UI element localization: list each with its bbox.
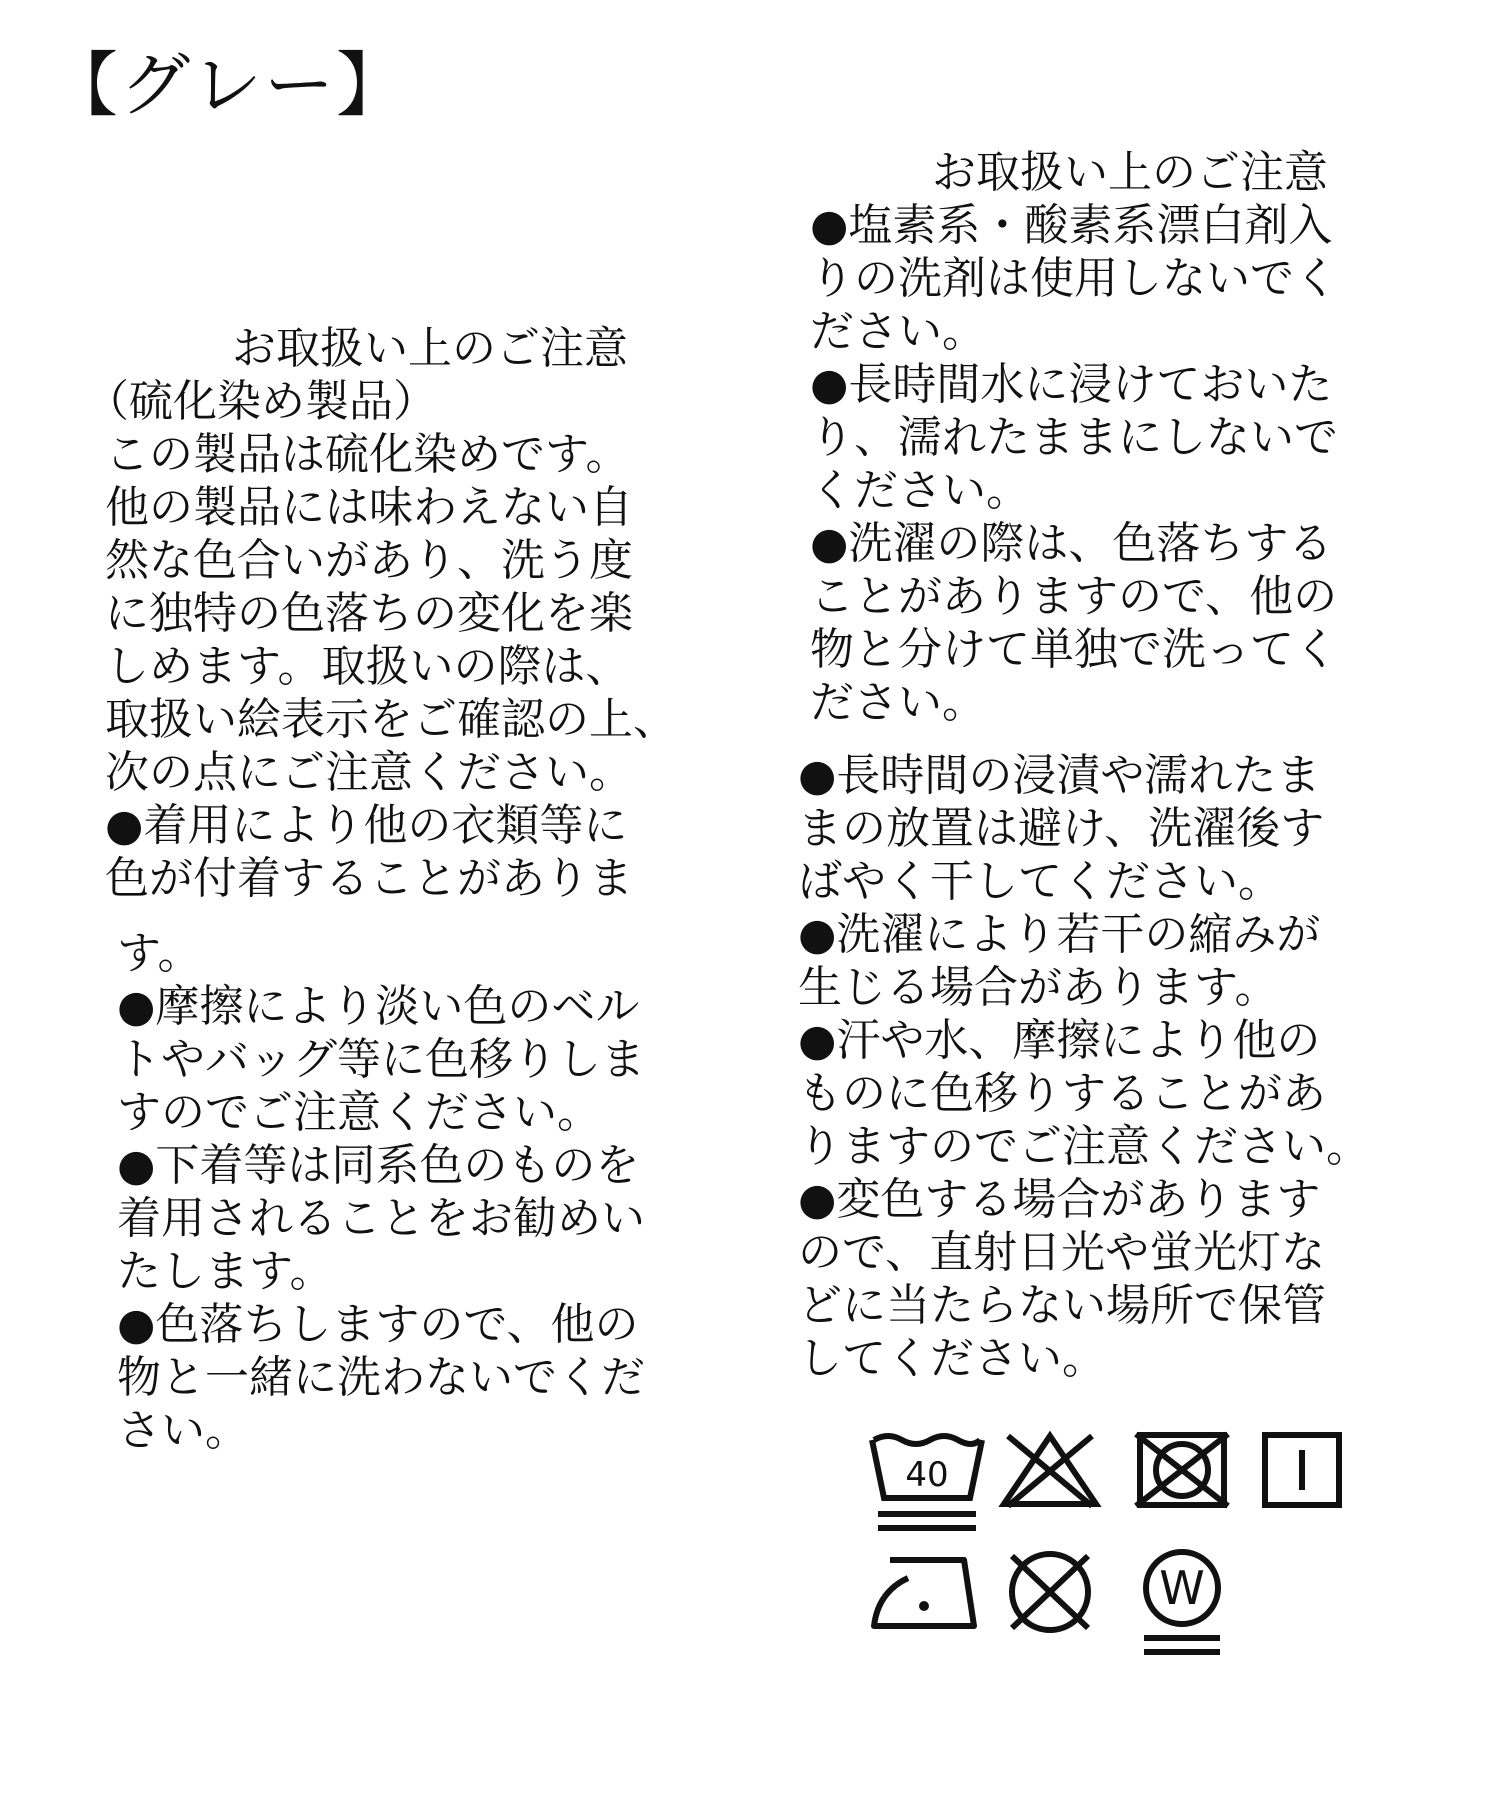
right-notice-heading: お取扱い上のご注意 — [932, 147, 1328, 198]
notice-line: ものに色移りすることがあ — [798, 1068, 1326, 1119]
right-care-notice — [798, 146, 1410, 1385]
notice-line: ●下着等は同系色のものを — [117, 1140, 640, 1191]
notice-line: ●変色する場合があります — [798, 1174, 1321, 1225]
no-bleach-icon — [998, 1430, 1102, 1510]
notice-line: しめます。取扱いの際は、 — [105, 641, 630, 692]
notice-line: ●汗や水、摩擦により他の — [798, 1015, 1321, 1066]
wash-temperature-text: 40 — [905, 1455, 949, 1495]
no-dry-clean-icon — [998, 1548, 1102, 1636]
notice-line: ●洗濯により若干の縮みが — [798, 909, 1321, 960]
notice-line: り、濡れたままにしないで — [810, 412, 1338, 463]
notice-line: 着用されることをお勧めい — [117, 1193, 645, 1244]
notice-line: に独特の色落ちの変化を楽 — [105, 588, 633, 639]
notice-line: ばやく干してください。 — [798, 856, 1282, 907]
left-notice-lines-b — [105, 927, 725, 1457]
notice-line: 他の製品には味わえない自 — [105, 482, 633, 533]
notice-line: ことがありますので、他の — [810, 571, 1338, 622]
notice-line: ●着用により他の衣類等に — [105, 800, 628, 851]
notice-line: ●長時間の浸漬や濡れたま — [798, 750, 1321, 801]
right-notice-lines-a — [810, 199, 1410, 729]
wash-tub-40-very-gentle-icon — [868, 1430, 986, 1540]
care-symbols — [868, 1430, 1348, 1680]
notice-line: ●洗濯の際は、色落ちする — [810, 518, 1333, 569]
variant-label: 【グレー】 — [48, 44, 408, 126]
notice-line: してください。 — [798, 1333, 1106, 1384]
notice-line: まの放置は避け、洗濯後す — [798, 803, 1325, 854]
right-notice-lines-b — [798, 749, 1410, 1385]
notice-line: ●色落ちしますので、他の — [117, 1299, 639, 1350]
notice-line: ださい。 — [810, 306, 986, 357]
notice-line: トやバッグ等に色移りしま — [117, 1034, 645, 1085]
notice-line: 然な色合いがあり、洗う度 — [105, 535, 633, 586]
notice-line: ください。 — [810, 465, 1030, 516]
no-tumble-dry-icon — [1130, 1430, 1234, 1510]
left-notice-heading: お取扱い上のご注意 — [232, 323, 628, 374]
notice-line: どに当たらない場所で保管 — [798, 1280, 1326, 1331]
notice-line: ●長時間水に浸けておいた — [810, 359, 1333, 410]
notice-line: この製品は硫化染めです。 — [105, 429, 630, 480]
notice-line: ●塩素系・酸素系漂白剤入 — [810, 200, 1333, 251]
notice-line: すのでご注意ください。 — [117, 1087, 601, 1138]
notice-line: たします。 — [117, 1246, 334, 1297]
notice-line: 生じる場合があります。 — [798, 962, 1279, 1013]
wet-clean-very-gentle-icon — [1130, 1546, 1234, 1666]
notice-line: す。 — [117, 928, 202, 979]
left-care-notice — [85, 322, 725, 1457]
wet-clean-letter: W — [1159, 1561, 1205, 1615]
notice-line: 次の点にご注意ください。 — [105, 747, 633, 798]
notice-line: 取扱い絵表示をご確認の上、 — [105, 694, 677, 745]
notice-line: ので、直射日光や蛍光灯な — [798, 1227, 1326, 1278]
notice-line: りますのでご注意ください。 — [798, 1121, 1370, 1172]
notice-line: 色が付着することがありま — [105, 853, 633, 904]
notice-line: ださい。 — [810, 677, 986, 728]
left-notice-lines-a — [85, 375, 725, 905]
notice-line: 物と一緒に洗わないでくだ — [117, 1352, 645, 1403]
notice-line: （硫化染め製品） — [85, 376, 437, 427]
line-dry-icon — [1260, 1430, 1344, 1510]
notice-line: りの洗剤は使用しないでく — [810, 253, 1338, 304]
notice-line: さい。 — [117, 1405, 249, 1456]
iron-low-icon — [868, 1552, 986, 1632]
notice-line: 物と分けて単独で洗ってく — [810, 624, 1338, 675]
notice-line: ●摩擦により淡い色のベル — [117, 981, 640, 1032]
